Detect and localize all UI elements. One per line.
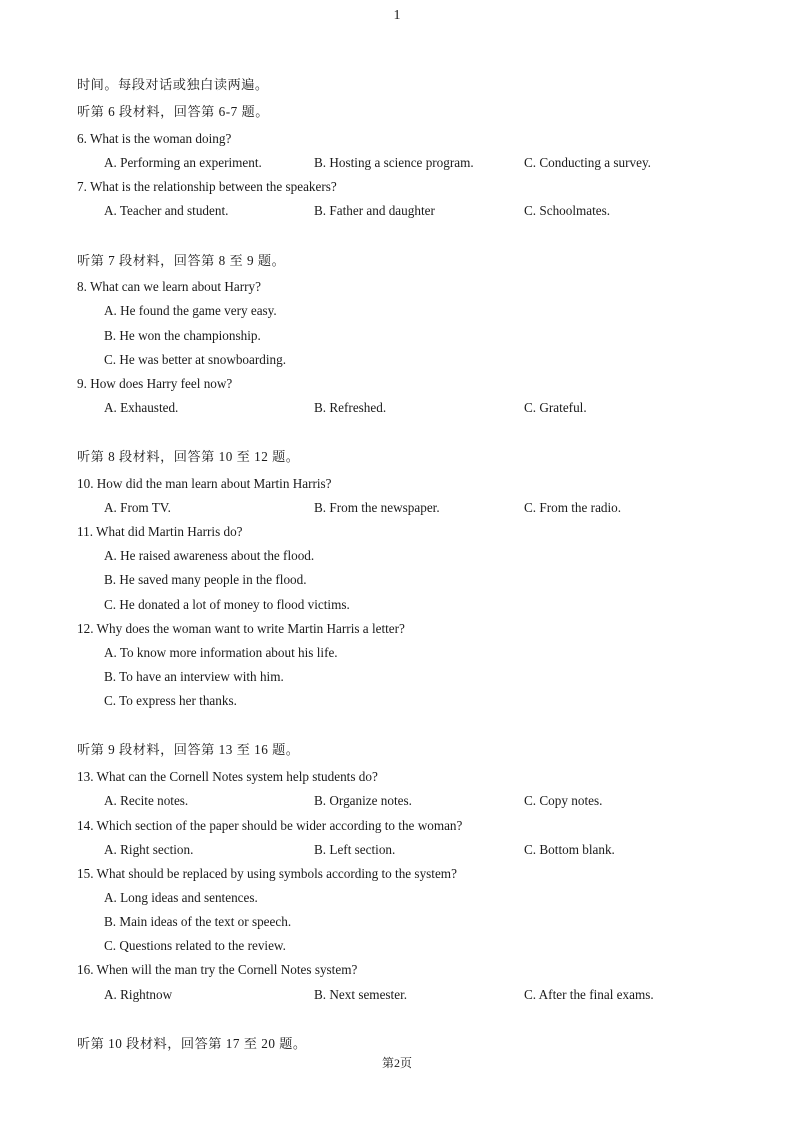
intro-text: 时间。每段对话或独白读两遍。: [77, 77, 269, 92]
question-6: 6. What is the woman doing?: [77, 131, 232, 146]
option-a: A. He raised awareness about the flood.: [104, 548, 315, 563]
option-c: C. Bottom blank.: [524, 842, 615, 857]
section-header: 听第 8 段材料，回答第 10 至 12 题。: [77, 449, 300, 464]
option-b: B. Organize notes.: [314, 793, 412, 808]
option-b: B. Father and daughter: [314, 203, 435, 218]
option-c: C. He was better at snowboarding.: [104, 352, 287, 367]
option-c: C. To express her thanks.: [104, 693, 237, 708]
option-a: A. Rightnow: [104, 987, 173, 1002]
option-a: A. Right section.: [104, 842, 194, 857]
question-9: 9. How does Harry feel now?: [77, 376, 233, 391]
option-c: C. He donated a lot of money to flood victims.: [104, 597, 350, 612]
page-number: 1: [393, 8, 401, 23]
option-b: B. He saved many people in the flood.: [104, 572, 307, 587]
question-8: 8. What can we learn about Harry?: [77, 279, 261, 294]
page-footer: 第2页: [381, 1056, 412, 1070]
option-c: C. Conducting a survey.: [524, 155, 651, 170]
option-a: A. Exhausted.: [104, 400, 179, 415]
option-b: B. He won the championship.: [104, 328, 261, 343]
section-header: 听第 7 段材料，回答第 8 至 9 题。: [77, 253, 286, 268]
question-16: 16. When will the man try the Cornell Notes system?: [77, 962, 358, 977]
section-header: 听第 9 段材料，回答第 13 至 16 题。: [77, 742, 300, 757]
option-b: B. Next semester.: [314, 987, 408, 1002]
option-a: A. Performing an experiment.: [104, 155, 262, 170]
option-c: C. From the radio.: [524, 500, 622, 515]
option-c: C. Schoolmates.: [524, 203, 611, 218]
option-b: B. To have an interview with him.: [104, 669, 284, 684]
question-14: 14. Which section of the paper should be wider according to the woman?: [77, 818, 463, 833]
option-b: B. Hosting a science program.: [314, 155, 474, 170]
option-a: A. Teacher and student.: [104, 203, 229, 218]
option-c: C. Copy notes.: [524, 793, 603, 808]
option-a: A. He found the game very easy.: [104, 303, 277, 318]
option-a: A. Recite notes.: [104, 793, 189, 808]
option-a: A. Long ideas and sentences.: [104, 890, 258, 905]
question-7: 7. What is the relationship between the speakers?: [77, 179, 337, 194]
question-11: 11. What did Martin Harris do?: [77, 524, 243, 539]
option-c: C. After the final exams.: [524, 987, 654, 1002]
option-c: C. Questions related to the review.: [104, 938, 286, 953]
section-header: 听第 6 段材料，回答第 6-7 题。: [77, 104, 269, 119]
option-a: A. From TV.: [104, 500, 171, 515]
section-header: 听第 10 段材料，回答第 17 至 20 题。: [77, 1036, 307, 1051]
question-15: 15. What should be replaced by using symbols according to the system?: [77, 866, 457, 881]
option-b: B. From the newspaper.: [314, 500, 440, 515]
option-b: B. Refreshed.: [314, 400, 387, 415]
option-c: C. Grateful.: [524, 400, 587, 415]
question-13: 13. What can the Cornell Notes system help students do?: [77, 769, 378, 784]
question-12: 12. Why does the woman want to write Martin Harris a letter?: [77, 621, 405, 636]
option-b: B. Left section.: [314, 842, 396, 857]
option-b: B. Main ideas of the text or speech.: [104, 914, 292, 929]
question-10: 10. How did the man learn about Martin Harris?: [77, 476, 332, 491]
option-a: A. To know more information about his life.: [104, 645, 338, 660]
